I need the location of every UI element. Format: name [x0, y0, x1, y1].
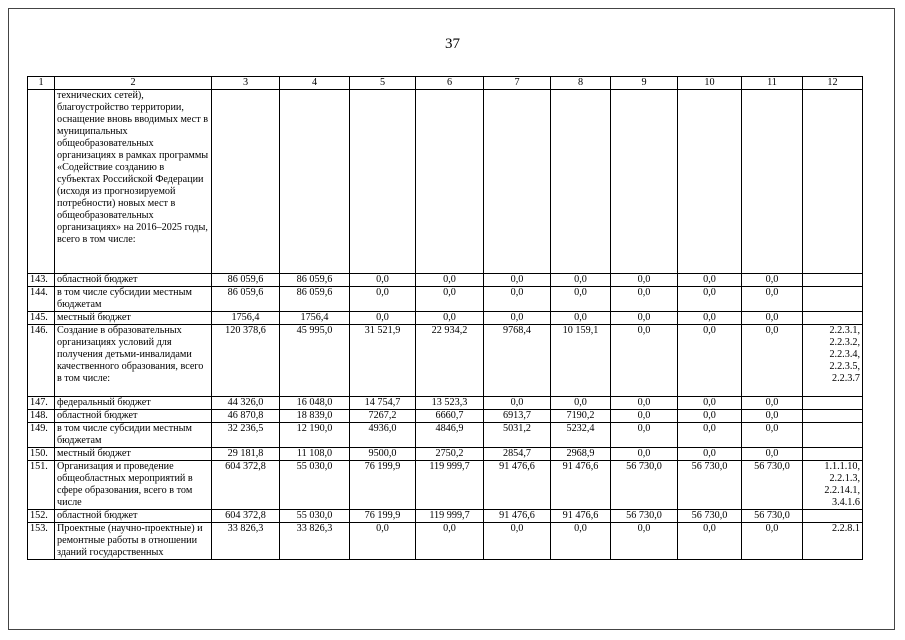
value-cell [678, 90, 742, 274]
value-cell: 0,0 [611, 523, 678, 560]
value-cell: 56 730,0 [611, 510, 678, 523]
value-cell: 0,0 [742, 325, 803, 397]
value-cell: 0,0 [678, 448, 742, 461]
value-cell: 0,0 [742, 274, 803, 287]
row-label: Создание в образовательных организациях условий для получения детьми-инвалидами качественного образования, всего в том числе: [55, 325, 212, 397]
code-cell [803, 397, 863, 410]
value-cell: 0,0 [742, 397, 803, 410]
value-cell: 0,0 [678, 397, 742, 410]
value-cell: 44 326,0 [212, 397, 280, 410]
value-cell: 14 754,7 [350, 397, 416, 410]
value-cell: 0,0 [678, 287, 742, 312]
value-cell: 0,0 [742, 312, 803, 325]
value-cell: 0,0 [416, 523, 484, 560]
row-label: Организация и проведение общеобластных мероприятий в сфере образования, всего в том числе [55, 461, 212, 510]
value-cell [611, 90, 678, 274]
value-cell: 4936,0 [350, 423, 416, 448]
value-cell: 86 059,6 [212, 287, 280, 312]
value-cell: 0,0 [350, 274, 416, 287]
value-cell: 91 476,6 [551, 461, 611, 510]
table-row [28, 312, 863, 325]
table-row [28, 90, 863, 274]
page-number: 37 [445, 36, 460, 52]
value-cell: 56 730,0 [742, 461, 803, 510]
code-cell [803, 448, 863, 461]
value-cell: 76 199,9 [350, 510, 416, 523]
value-cell: 13 523,3 [416, 397, 484, 410]
table-row [28, 523, 863, 560]
value-cell: 0,0 [484, 274, 551, 287]
value-cell [416, 90, 484, 274]
value-cell: 86 059,6 [280, 274, 350, 287]
value-cell: 5232,4 [551, 423, 611, 448]
value-cell: 7267,2 [350, 410, 416, 423]
value-cell: 0,0 [416, 274, 484, 287]
value-cell: 0,0 [742, 287, 803, 312]
value-cell: 0,0 [611, 274, 678, 287]
value-cell: 0,0 [742, 410, 803, 423]
value-cell: 56 730,0 [678, 510, 742, 523]
code-cell [803, 510, 863, 523]
value-cell: 76 199,9 [350, 461, 416, 510]
row-number: 145. [28, 312, 55, 325]
value-cell: 5031,2 [484, 423, 551, 448]
value-cell: 1756,4 [212, 312, 280, 325]
value-cell: 55 030,0 [280, 510, 350, 523]
value-cell: 10 159,1 [551, 325, 611, 397]
value-cell: 46 870,8 [212, 410, 280, 423]
row-label: в том числе субсидии местным бюджетам [55, 423, 212, 448]
row-label: Проектные (научно-проектные) и ремонтные работы в отношении зданий государственных [55, 523, 212, 560]
value-cell: 4846,9 [416, 423, 484, 448]
value-cell: 0,0 [611, 287, 678, 312]
value-cell: 9500,0 [350, 448, 416, 461]
row-label: областной бюджет [55, 274, 212, 287]
table-row [28, 461, 863, 510]
value-cell: 2968,9 [551, 448, 611, 461]
value-cell: 0,0 [611, 397, 678, 410]
value-cell: 0,0 [350, 287, 416, 312]
code-cell: 2.2.3.1, 2.2.3.2, 2.2.3.4, 2.2.3.5, 2.2.3.7 [803, 325, 863, 397]
value-cell: 56 730,0 [678, 461, 742, 510]
row-label: областной бюджет [55, 510, 212, 523]
value-cell: 0,0 [551, 287, 611, 312]
value-cell: 56 730,0 [742, 510, 803, 523]
value-cell: 0,0 [484, 523, 551, 560]
column-header: 3 [212, 77, 280, 90]
value-cell: 119 999,7 [416, 510, 484, 523]
code-cell [803, 423, 863, 448]
value-cell: 0,0 [551, 397, 611, 410]
value-cell: 0,0 [484, 312, 551, 325]
row-label: областной бюджет [55, 410, 212, 423]
row-label: в том числе субсидии местным бюджетам [55, 287, 212, 312]
value-cell: 18 839,0 [280, 410, 350, 423]
value-cell [742, 90, 803, 274]
value-cell: 0,0 [678, 423, 742, 448]
column-header: 2 [55, 77, 212, 90]
column-header: 12 [803, 77, 863, 90]
value-cell: 604 372,8 [212, 461, 280, 510]
value-cell: 0,0 [678, 312, 742, 325]
value-cell: 11 108,0 [280, 448, 350, 461]
row-label: местный бюджет [55, 312, 212, 325]
table-row [28, 510, 863, 523]
value-cell: 91 476,6 [484, 510, 551, 523]
row-number: 151. [28, 461, 55, 510]
value-cell: 86 059,6 [212, 274, 280, 287]
value-cell: 0,0 [551, 523, 611, 560]
value-cell: 0,0 [611, 325, 678, 397]
row-number: 146. [28, 325, 55, 397]
value-cell: 2854,7 [484, 448, 551, 461]
column-header: 4 [280, 77, 350, 90]
row-label: федеральный бюджет [55, 397, 212, 410]
value-cell [551, 90, 611, 274]
value-cell: 0,0 [416, 287, 484, 312]
value-cell: 119 999,7 [416, 461, 484, 510]
column-header: 1 [28, 77, 55, 90]
value-cell: 12 190,0 [280, 423, 350, 448]
value-cell: 29 181,8 [212, 448, 280, 461]
value-cell: 120 378,6 [212, 325, 280, 397]
value-cell: 0,0 [611, 410, 678, 423]
column-header: 8 [551, 77, 611, 90]
value-cell: 0,0 [611, 423, 678, 448]
budget-table [27, 76, 863, 560]
value-cell: 56 730,0 [611, 461, 678, 510]
value-cell: 604 372,8 [212, 510, 280, 523]
column-header: 5 [350, 77, 416, 90]
value-cell: 32 236,5 [212, 423, 280, 448]
value-cell: 0,0 [742, 523, 803, 560]
value-cell: 6913,7 [484, 410, 551, 423]
row-number: 144. [28, 287, 55, 312]
column-header: 9 [611, 77, 678, 90]
value-cell: 45 995,0 [280, 325, 350, 397]
value-cell: 0,0 [678, 410, 742, 423]
code-cell [803, 312, 863, 325]
value-cell: 0,0 [678, 274, 742, 287]
value-cell: 0,0 [678, 523, 742, 560]
value-cell: 0,0 [611, 312, 678, 325]
table-row [28, 287, 863, 312]
row-number: 152. [28, 510, 55, 523]
row-number: 147. [28, 397, 55, 410]
table-row [28, 423, 863, 448]
row-label: местный бюджет [55, 448, 212, 461]
table-row [28, 397, 863, 410]
code-cell [803, 274, 863, 287]
value-cell: 31 521,9 [350, 325, 416, 397]
code-cell: 2.2.8.1 [803, 523, 863, 560]
value-cell: 0,0 [484, 287, 551, 312]
value-cell: 0,0 [350, 312, 416, 325]
row-number: 149. [28, 423, 55, 448]
value-cell: 2750,2 [416, 448, 484, 461]
value-cell: 0,0 [678, 325, 742, 397]
code-cell [803, 410, 863, 423]
table-row [28, 410, 863, 423]
value-cell [350, 90, 416, 274]
row-number: 153. [28, 523, 55, 560]
value-cell [484, 90, 551, 274]
value-cell: 1756,4 [280, 312, 350, 325]
row-number: 143. [28, 274, 55, 287]
value-cell: 33 826,3 [280, 523, 350, 560]
value-cell: 91 476,6 [551, 510, 611, 523]
value-cell: 0,0 [551, 274, 611, 287]
value-cell: 16 048,0 [280, 397, 350, 410]
value-cell: 7190,2 [551, 410, 611, 423]
header-row [28, 77, 863, 90]
value-cell: 6660,7 [416, 410, 484, 423]
value-cell: 9768,4 [484, 325, 551, 397]
value-cell [280, 90, 350, 274]
value-cell: 0,0 [484, 397, 551, 410]
table-row [28, 325, 863, 397]
column-header: 11 [742, 77, 803, 90]
value-cell: 0,0 [551, 312, 611, 325]
row-number: 150. [28, 448, 55, 461]
code-cell [803, 287, 863, 312]
value-cell [212, 90, 280, 274]
row-label: технических сетей), благоустройство территории, оснащение вновь вводимых мест в муниципальных общеобразовательных организациях в рамках программы «Содействие созданию в субъектах Российской Федерации (исходя из прогнозируемой потребности) новых мест в общеобразовательных организациях» на 2016–2025 годы, всего в том числе: [55, 90, 212, 274]
code-cell [803, 90, 863, 274]
value-cell: 0,0 [742, 448, 803, 461]
value-cell: 55 030,0 [280, 461, 350, 510]
value-cell: 91 476,6 [484, 461, 551, 510]
value-cell: 0,0 [416, 312, 484, 325]
column-header: 10 [678, 77, 742, 90]
column-header: 7 [484, 77, 551, 90]
value-cell: 22 934,2 [416, 325, 484, 397]
code-cell: 1.1.1.10, 2.2.1.3, 2.2.14.1, 3.4.1.6 [803, 461, 863, 510]
value-cell: 0,0 [611, 448, 678, 461]
value-cell: 86 059,6 [280, 287, 350, 312]
row-number [28, 90, 55, 274]
value-cell: 0,0 [350, 523, 416, 560]
table-row [28, 274, 863, 287]
table-row [28, 448, 863, 461]
value-cell: 0,0 [742, 423, 803, 448]
column-header: 6 [416, 77, 484, 90]
value-cell: 33 826,3 [212, 523, 280, 560]
row-number: 148. [28, 410, 55, 423]
